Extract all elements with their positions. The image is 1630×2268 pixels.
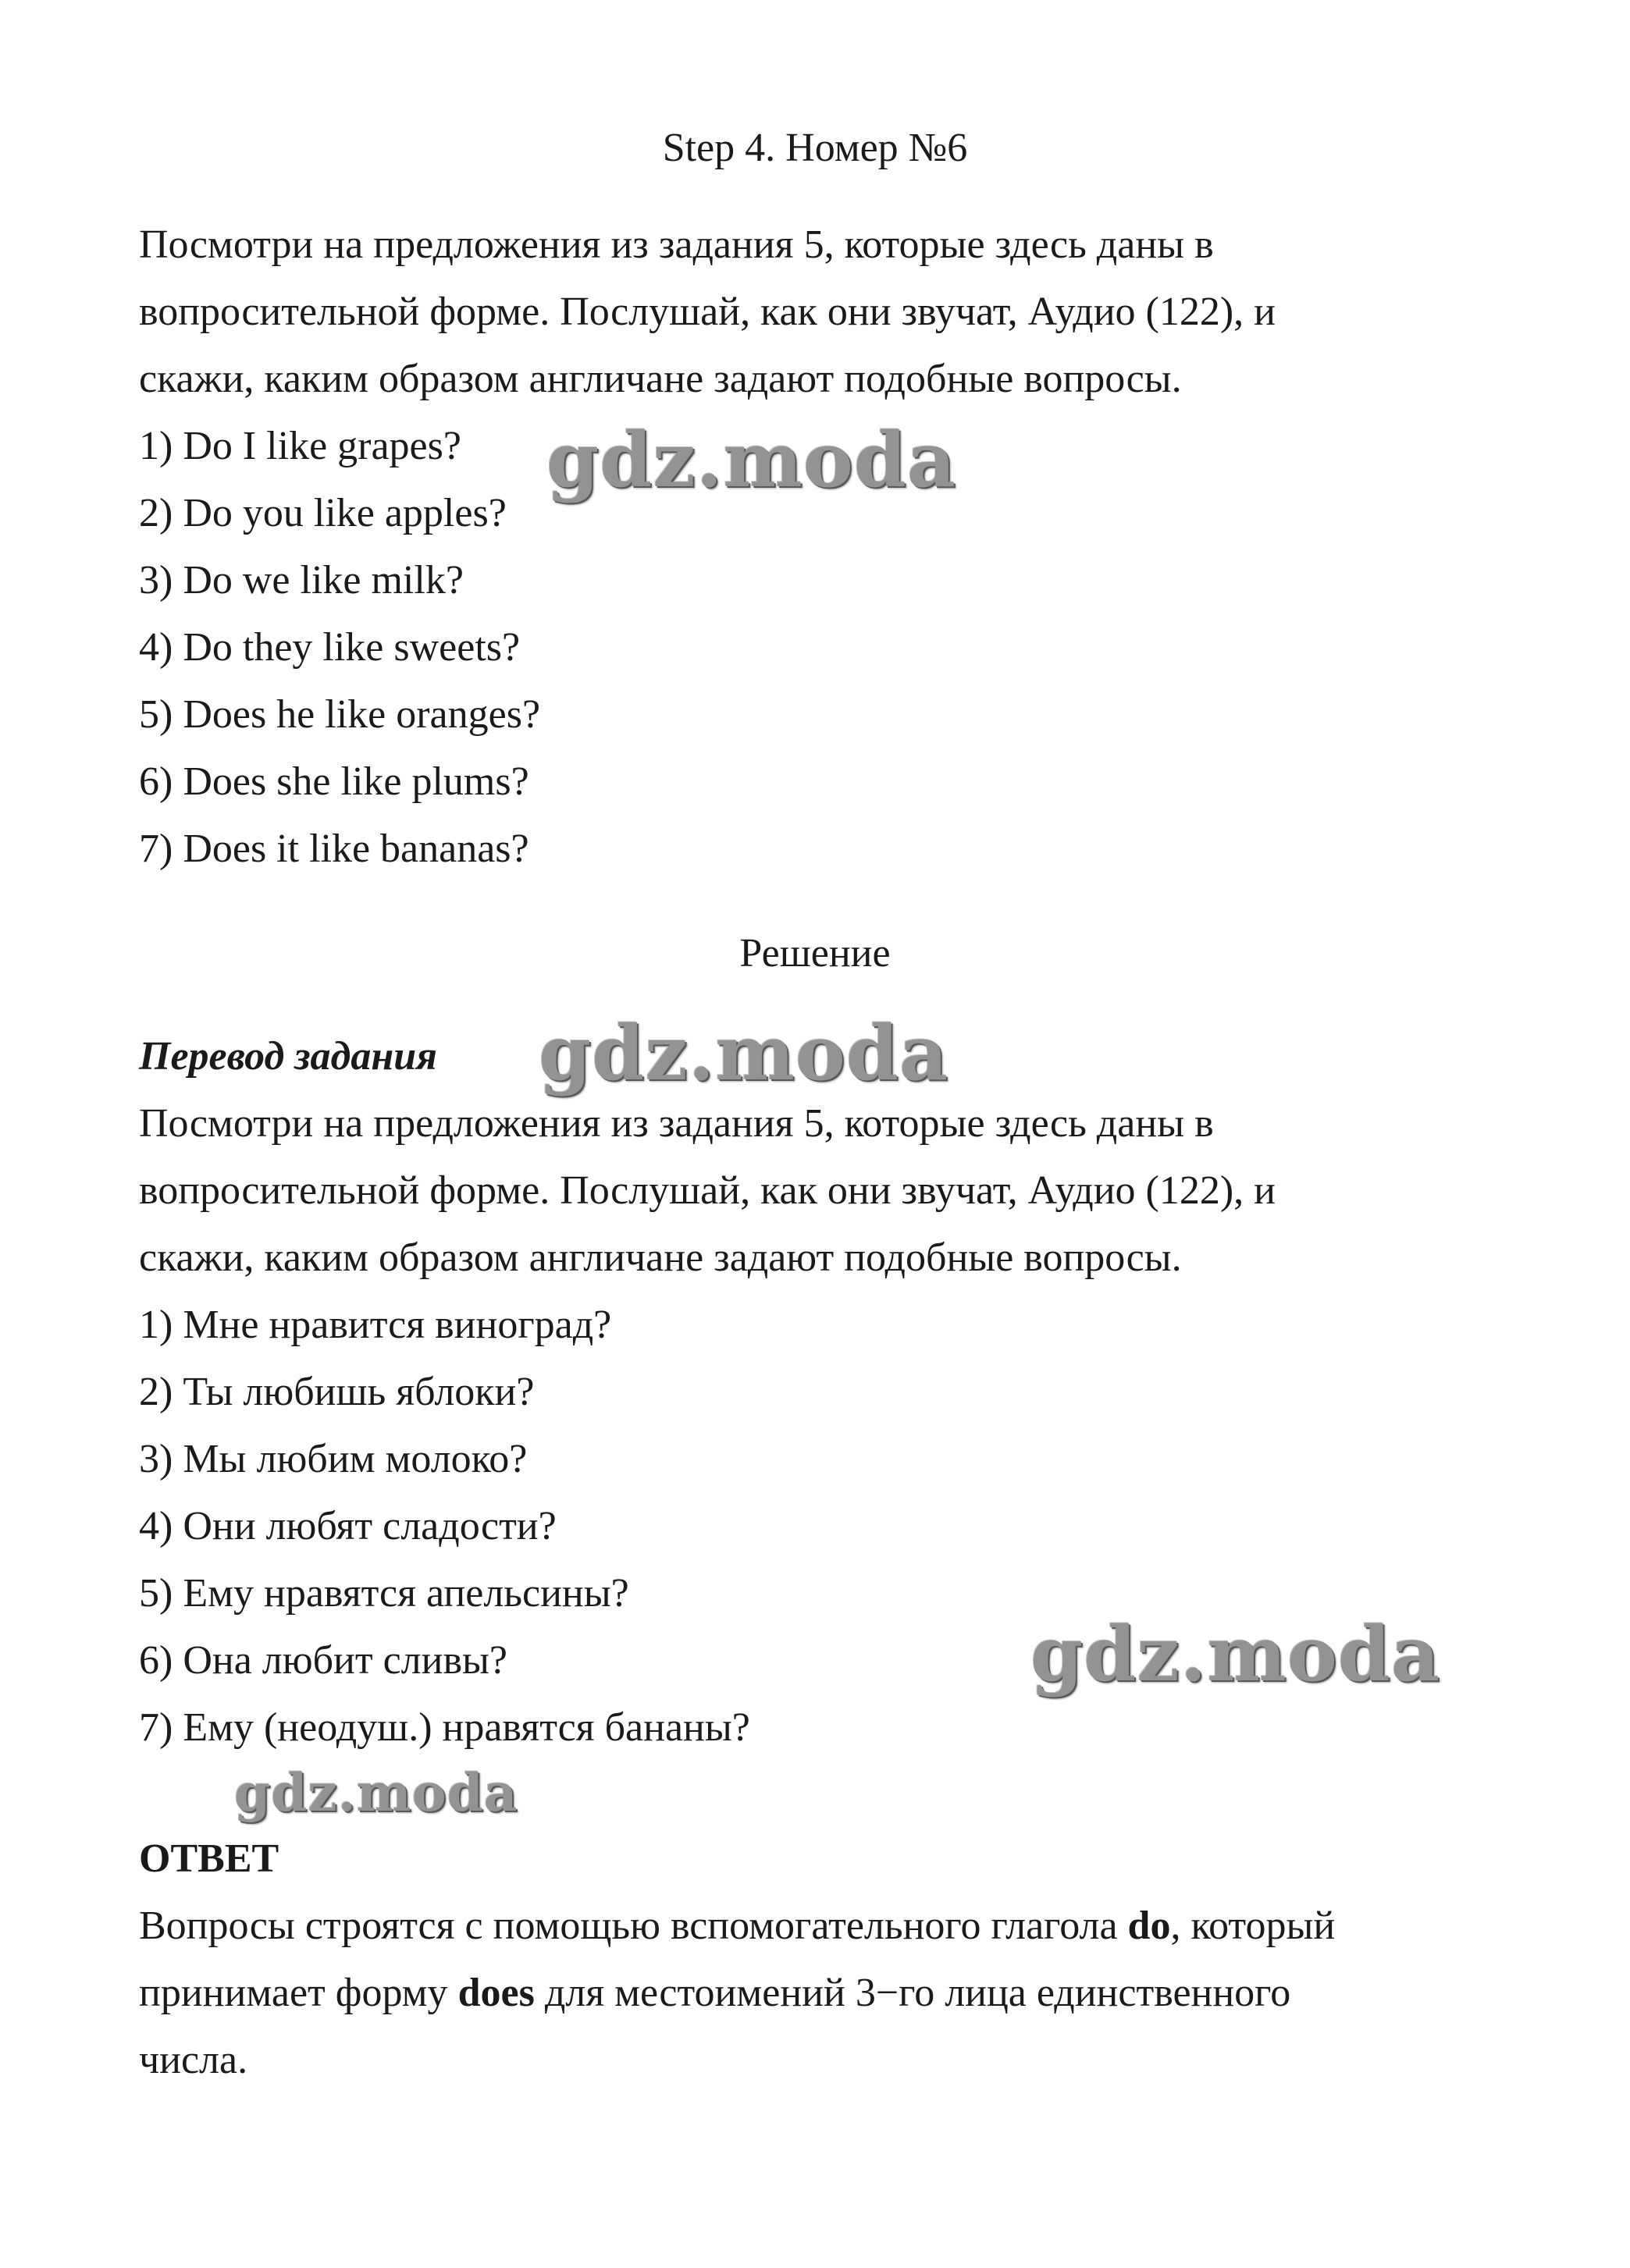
translation-item: 2) Ты любишь яблоки? — [139, 1370, 535, 1414]
watermark-logo: gdz.moda — [1030, 1610, 1441, 1698]
watermark-logo: gdz.moda — [234, 1762, 518, 1823]
translation-text-line: Посмотри на предложения из задания 5, которые здесь даны в — [139, 1101, 1214, 1146]
task-text-line: скажи, каким образом англичане задают подобные вопросы. — [139, 357, 1182, 401]
solution-heading: Решение — [739, 931, 891, 976]
translation-item: 1) Мне нравится виноград? — [139, 1303, 612, 1347]
task-item: 7) Does it like bananas? — [139, 827, 529, 871]
watermark-logo: gdz.moda — [546, 416, 957, 504]
answer-text: Вопросы строятся с помощью вспомогательного глагола — [139, 1904, 1128, 1948]
task-item: 3) Do we like milk? — [139, 558, 464, 603]
translation-item: 3) Мы любим молоко? — [139, 1437, 528, 1481]
translation-text-line: скажи, каким образом англичане задают подобные вопросы. — [139, 1235, 1182, 1280]
task-item: 5) Does he like oranges? — [139, 692, 541, 737]
answer-keyword-do: do — [1127, 1904, 1171, 1948]
translation-text-line: вопросительной форме. Послушай, как они звучат, Аудио (122), и — [139, 1168, 1276, 1213]
task-text-line: вопросительной форме. Послушай, как они звучат, Аудио (122), и — [139, 290, 1276, 334]
task-item: 1) Do I like grapes? — [139, 424, 461, 468]
translation-item: 5) Ему нравятся апельсины? — [139, 1571, 629, 1616]
answer-text-line — [139, 1903, 1335, 1950]
answer-text: принимает форму — [139, 1971, 458, 2015]
translation-heading: Перевод задания — [139, 1034, 437, 1079]
watermark-logo: gdz.moda — [539, 1009, 949, 1097]
translation-item: 7) Ему (неодуш.) нравятся бананы? — [139, 1705, 750, 1750]
answer-keyword-does: does — [457, 1971, 535, 2015]
page-title: Step 4. Номер №6 — [662, 126, 968, 170]
translation-item: 4) Они любят сладости? — [139, 1504, 557, 1548]
answer-text: , который — [1170, 1904, 1336, 1948]
answer-text-line: числа. — [139, 2038, 248, 2082]
task-text-line: Посмотри на предложения из задания 5, которые здесь даны в — [139, 222, 1214, 267]
answer-text-line — [139, 1970, 1290, 2017]
answer-text: для местоимений 3−го лица единственного — [534, 1971, 1291, 2015]
translation-item: 6) Она любит сливы? — [139, 1638, 508, 1683]
task-item: 2) Do you like apples? — [139, 491, 507, 535]
task-item: 4) Do they like sweets? — [139, 625, 521, 670]
answer-heading: ОТВЕТ — [139, 1836, 279, 1881]
task-item: 6) Does she like plums? — [139, 759, 529, 804]
